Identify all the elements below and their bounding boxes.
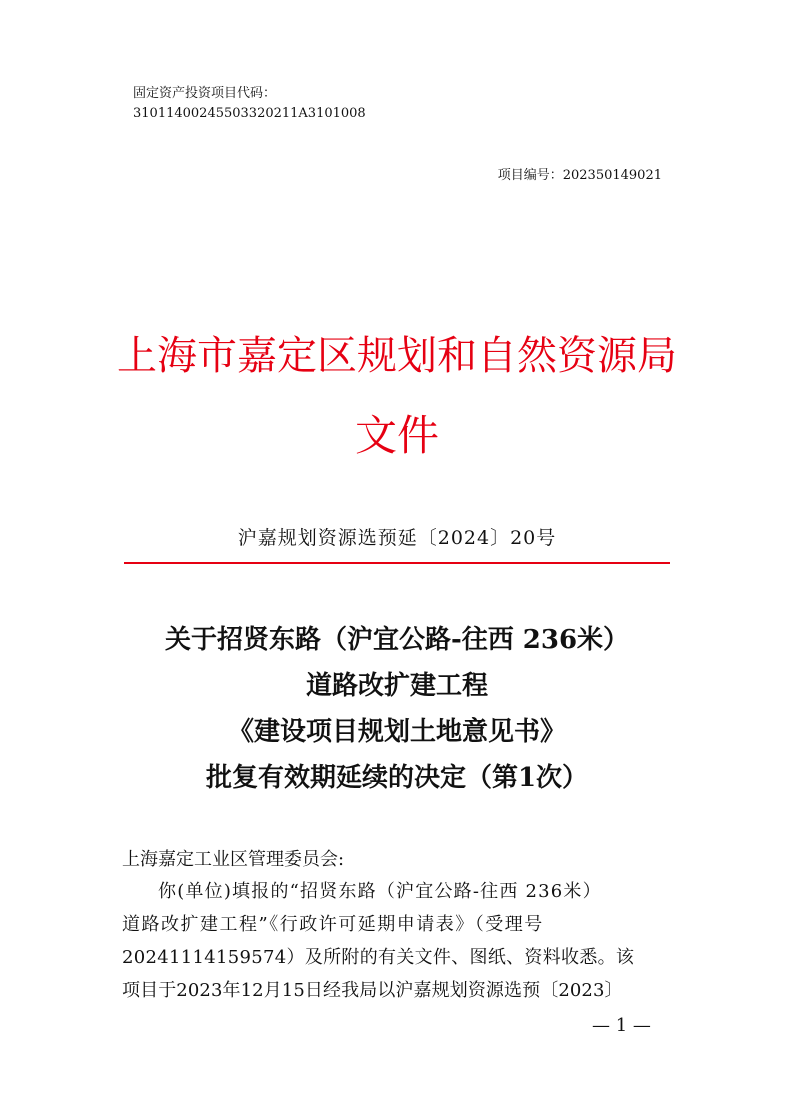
investment-code-label: 固定资产投资项目代码： (133, 86, 277, 101)
issuer-subtitle: 文件 (354, 411, 439, 460)
page-number: — 1 — (592, 1015, 651, 1036)
document-number: 沪嘉规划资源选预延〔2024〕20号 (237, 527, 557, 549)
issuer-title: 上海市嘉定区规划和自然资源局 (117, 333, 677, 379)
body-line-3: 20241114159574）及所附的有关文件、图纸、资料收悉。该 (122, 947, 635, 968)
document-title-line-2: 道路改扩建工程 (305, 671, 488, 701)
body-line-1: 你(单位)填报的“招贤东路（沪宜公路-往西 236米） (158, 881, 602, 902)
document-title-line-3: 《建设项目规划土地意见书》 (227, 717, 566, 747)
document-title-line-4: 批复有效期延续的决定（第1次） (205, 763, 589, 793)
document-title-line-1: 关于招贤东路（沪宜公路-往西 236米） (164, 625, 630, 655)
project-number: 项目编号：202350149021 (497, 168, 662, 183)
red-divider-line (124, 562, 670, 564)
body-line-2: 道路改扩建工程”《行政许可延期申请表》（受理号 (122, 914, 544, 935)
recipient: 上海嘉定工业区管理委员会: (122, 849, 345, 870)
investment-code-value: 31011400245503320211A3101008 (133, 106, 366, 121)
body-line-4: 项目于2023年12月15日经我局以沪嘉规划资源选预〔2023〕 (122, 980, 623, 1001)
